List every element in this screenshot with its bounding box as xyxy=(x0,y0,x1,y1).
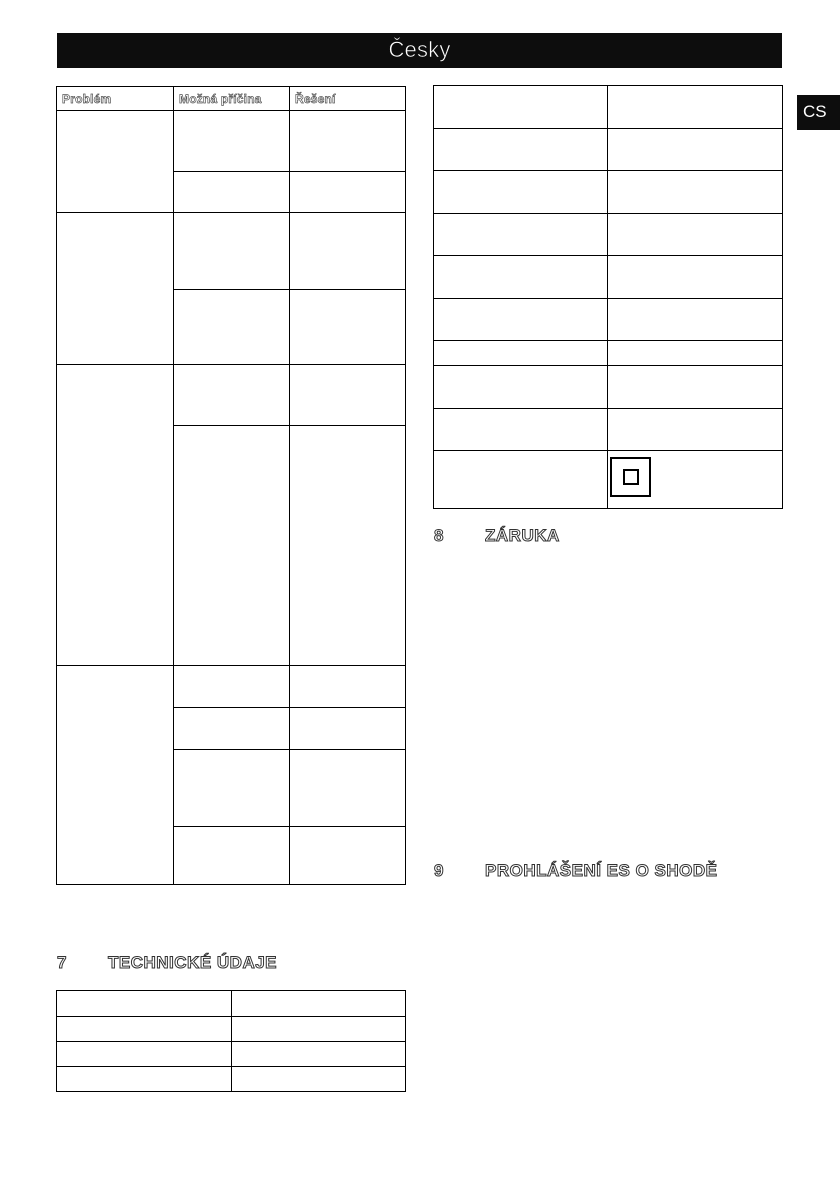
troubleshooting-table xyxy=(56,86,406,885)
table-cell xyxy=(174,666,290,708)
section-title: TECHNICKÉ ÚDAJE xyxy=(108,953,278,972)
section-number: 8 xyxy=(434,526,444,545)
section-title: ZÁRUKA xyxy=(485,526,560,545)
table-header-problem: Problém xyxy=(57,87,174,111)
table-cell xyxy=(608,214,783,256)
table-cell xyxy=(174,426,290,666)
technical-data-table xyxy=(56,990,406,1092)
page-title: Česky xyxy=(388,37,451,62)
table-cell xyxy=(434,299,608,341)
double-insulation-icon xyxy=(610,457,651,497)
table-row xyxy=(57,111,174,213)
table-cell xyxy=(232,1067,406,1092)
table-cell xyxy=(290,111,406,172)
table-cell xyxy=(608,171,783,214)
table-cell xyxy=(290,827,406,885)
table-cell xyxy=(57,1017,232,1042)
section-number: 9 xyxy=(434,861,444,880)
table-cell xyxy=(608,409,783,451)
table-cell xyxy=(290,172,406,213)
table-cell xyxy=(57,1042,232,1067)
table-cell xyxy=(434,256,608,299)
table-cell xyxy=(174,365,290,426)
table-cell xyxy=(290,750,406,827)
table-cell xyxy=(174,213,290,290)
table-cell xyxy=(434,171,608,214)
specifications-table xyxy=(433,85,783,509)
table-cell xyxy=(232,1017,406,1042)
table-header-cause: Možná příčina xyxy=(174,87,290,111)
table-cell xyxy=(608,341,783,366)
table-cell xyxy=(608,256,783,299)
section-title: PROHLÁŠENÍ ES O SHODĚ xyxy=(485,861,718,880)
table-cell xyxy=(174,172,290,213)
table-cell xyxy=(434,451,608,509)
table-cell xyxy=(174,290,290,365)
table-cell xyxy=(434,129,608,171)
table-cell xyxy=(608,366,783,409)
double-insulation-inner-square xyxy=(623,469,639,485)
table-cell xyxy=(290,666,406,708)
table-cell xyxy=(290,213,406,290)
table-row xyxy=(57,213,174,365)
table-cell xyxy=(232,1042,406,1067)
table-cell xyxy=(174,827,290,885)
language-tab xyxy=(797,95,840,130)
table-cell xyxy=(174,111,290,172)
table-cell xyxy=(434,409,608,451)
table-cell xyxy=(290,290,406,365)
table-cell xyxy=(434,214,608,256)
table-cell xyxy=(57,1067,232,1092)
table-cell xyxy=(608,129,783,171)
table-cell xyxy=(434,341,608,366)
page-header xyxy=(57,33,782,68)
table-cell xyxy=(232,991,406,1017)
table-cell xyxy=(608,299,783,341)
table-cell xyxy=(608,86,783,129)
table-cell xyxy=(434,86,608,129)
table-row xyxy=(57,365,174,666)
language-tab-label: CS xyxy=(803,102,827,121)
table-cell xyxy=(57,991,232,1017)
table-cell xyxy=(434,366,608,409)
table-cell xyxy=(290,708,406,750)
table-cell xyxy=(290,365,406,426)
table-cell xyxy=(174,708,290,750)
table-cell xyxy=(174,750,290,827)
table-cell xyxy=(290,426,406,666)
table-row xyxy=(57,666,174,885)
section-number: 7 xyxy=(57,953,67,972)
table-header-solution: Řešení xyxy=(290,87,406,111)
